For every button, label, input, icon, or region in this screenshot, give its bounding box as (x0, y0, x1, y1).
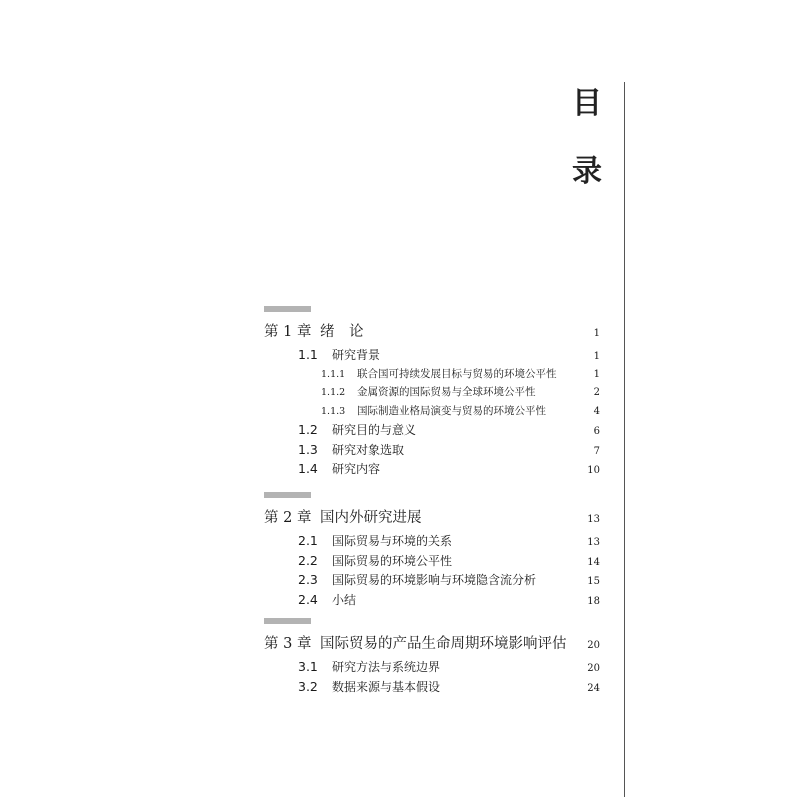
chapter-title: 国际贸易的产品生命周期环境影响评估 (320, 636, 567, 652)
toc-entry[interactable] (264, 403, 600, 422)
toc-entry[interactable] (264, 421, 600, 441)
entry-title: 研究内容 (332, 462, 381, 476)
entry-title: 研究方法与系统边界 (332, 660, 441, 674)
page-number: 15 (587, 576, 600, 587)
chapter-bar (264, 492, 311, 498)
entry-number: 1.1.3 (321, 405, 346, 417)
page-number: 24 (587, 682, 600, 694)
chapter-number: 第 3 章 (264, 636, 312, 652)
toc-entry[interactable] (264, 678, 600, 698)
toc-entry[interactable] (264, 366, 600, 385)
page-number: 7 (593, 445, 600, 457)
vertical-divider (624, 82, 625, 797)
chapter-entry[interactable] (264, 320, 600, 344)
toc-entry[interactable] (264, 552, 600, 572)
entry-number: 3.1 (298, 659, 318, 674)
entry-title: 国际贸易的环境影响与环境隐含流分析 (332, 573, 537, 587)
page-number: 4 (593, 405, 600, 417)
toc-entry[interactable] (264, 346, 600, 366)
chapter-title: 绪 论 (320, 324, 364, 340)
entry-number: 1.4 (298, 461, 318, 476)
toc-heading-char-2: 录 (572, 154, 602, 189)
chapter-bar (264, 618, 311, 624)
page-number: 13 (587, 537, 600, 548)
entry-number: 3.2 (298, 678, 318, 694)
entry-title: 小结 (332, 592, 357, 607)
entry-title: 研究背景 (332, 348, 381, 362)
page-number: 18 (587, 595, 600, 607)
entry-number: 1.2 (298, 422, 318, 437)
entry-number: 2.4 (298, 591, 318, 607)
entry-title: 金属资源的国际贸易与全球环境公平性 (357, 386, 536, 398)
toc-entry[interactable] (264, 384, 600, 403)
page-number: 1 (593, 368, 600, 380)
entry-title: 数据来源与基本假设 (332, 679, 441, 694)
chapter-block (264, 618, 600, 697)
page-number: 20 (587, 640, 600, 651)
toc-entry[interactable] (264, 591, 600, 611)
page-number: 14 (587, 556, 600, 568)
page-number: 13 (587, 514, 600, 525)
chapter-entry[interactable] (264, 506, 600, 530)
toc-entry[interactable] (264, 532, 600, 552)
entry-title: 研究对象选取 (332, 442, 405, 457)
entry-number: 2.2 (298, 552, 318, 568)
entry-title: 联合国可持续发展目标与贸易的环境公平性 (357, 367, 557, 380)
page-number: 10 (587, 465, 600, 476)
entry-number: 1.1.2 (321, 387, 346, 398)
page-number: 6 (593, 426, 600, 437)
chapter-number: 第 2 章 (264, 510, 312, 526)
entry-title: 国际贸易与环境的关系 (332, 534, 453, 548)
entry-number: 1.1.1 (321, 368, 346, 380)
toc-entry[interactable] (264, 658, 600, 678)
chapter-bar (264, 306, 311, 312)
page-number: 1 (593, 328, 600, 339)
toc-heading-char-1: 目 (572, 86, 602, 121)
chapter-title: 国内外研究进展 (320, 510, 422, 526)
chapter-entry[interactable] (264, 632, 600, 656)
toc-entry[interactable] (264, 460, 600, 480)
toc-entry[interactable] (264, 441, 600, 461)
chapter-number: 第 1 章 (264, 324, 312, 340)
page-number: 20 (587, 663, 600, 674)
chapter-block (264, 492, 600, 610)
entry-title: 国际贸易的环境公平性 (332, 553, 453, 568)
toc-entry[interactable] (264, 571, 600, 591)
page-number: 2 (593, 387, 600, 398)
entry-title: 国际制造业格局演变与贸易的环境公平性 (357, 404, 546, 417)
page-number: 1 (593, 351, 600, 362)
entry-number: 2.3 (298, 572, 318, 587)
entry-number: 2.1 (298, 533, 318, 548)
entry-title: 研究目的与意义 (332, 423, 417, 437)
entry-number: 1.3 (298, 441, 318, 457)
entry-number: 1.1 (298, 347, 318, 362)
chapter-block (264, 306, 600, 480)
